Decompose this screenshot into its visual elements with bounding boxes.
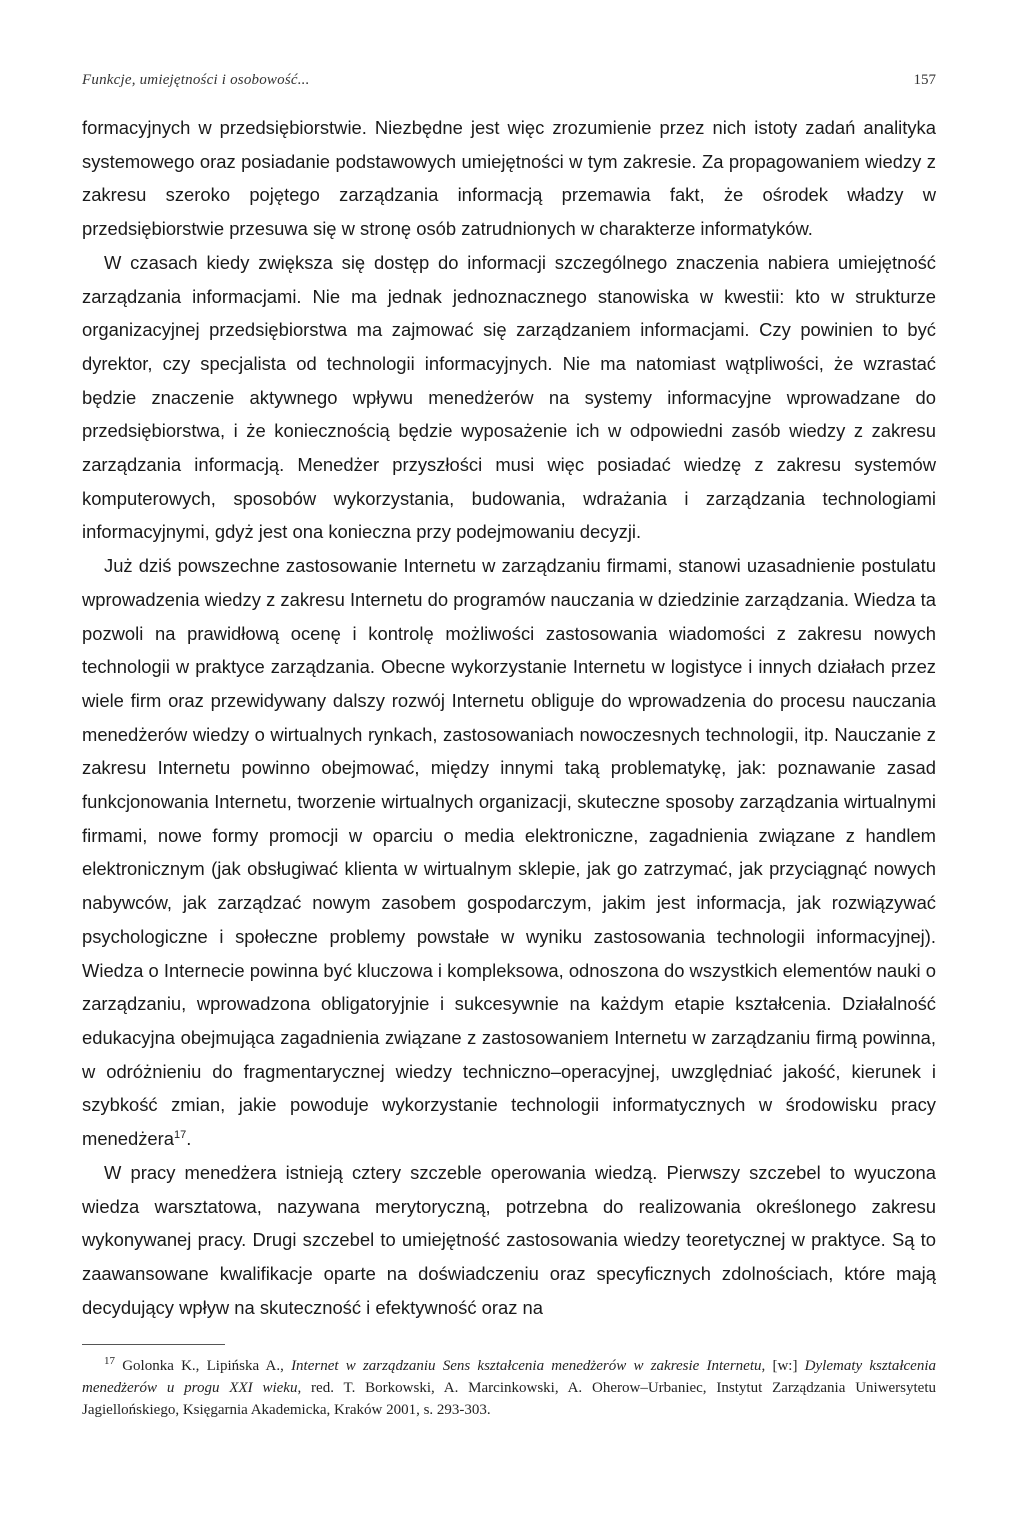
paragraph-3 bbox=[82, 549, 936, 1156]
paragraph-3-text: Już dziś powszechne zastosowanie Internetu w zarządzaniu firmami, stanowi uzasadnienie postulatu wprowadzenia wiedzy z zakresu Internetu do programów nauczania w dziedzinie zarządzania. Wiedza ta pozwoli na prawidłową ocenę i kontrolę możliwości zastosowania wiadomości z zakresu nowych technologii w praktyce zarządzania. Obecne wykorzystanie Internetu w logistyce i innych działach przez wiele firm oraz przewidywany dalszy rozwój Internetu obliguje do wprowadzenia do procesu nauczania menedżerów wiedzy o wirtualnych rynkach, zastosowaniach nowoczesnych technologii, itp. Nauczanie z zakresu Internetu powinno obejmować, między innymi taką problematykę, jak: poznawanie zasad funkcjonowania Internetu, tworzenie wirtualnych organizacji, skuteczne sposoby zarządzania wirtualnymi firmami, nowe formy promocji w oparciu o media elektroniczne, zagadnienia związane z handlem elektronicznym (jak obsługiwać klienta w wirtualnym sklepie, jak go zatrzymać, jak przyciągnąć nowych nabywców, jak zarządzać nowym zasobem gospodarczym, jakim jest informacja, jak rozwiązywać psychologiczne i społeczne problemy powstałe w wyniku zastosowania technologii informacyjnej). Wiedza o Internecie powinna być kluczowa i kompleksowa, odnoszona do wszystkich elementów nauki o zarządzaniu, wprowadzona obligatoryjnie i sukcesywnie na każdym etapie kształcenia. Działalność edukacyjna obejmująca zagadnienia związane z zastosowaniem Internetu w zarządzaniu firmą powinna, w odróżnieniu do fragmentarycznej wiedzy techniczno–operacyjnej, uwzględniać jakość, kierunek i szybkość zmian, jakie powoduje wykorzystanie technologii informatycznych w środowisku pracy menedżera bbox=[82, 555, 936, 1150]
footnote-title-1: Internet w zarządzaniu bbox=[291, 1358, 436, 1375]
footnote-17 bbox=[82, 1355, 936, 1421]
paragraph-1: formacyjnych w przedsiębiorstwie. Niezbędne jest więc zrozumienie przez nich istoty zadań analityka systemowego oraz posiadanie podstawowych umiejętności w tym zakresie. Za propagowaniem wiedzy z zakresu szeroko pojętego zarządzania informacją przemawia fakt, że ośrodek władzy w przedsiębiorstwie przesuwa się w stronę osób zatrudnionych w charakterze informatyków. bbox=[82, 117, 936, 240]
footnote-marker: 17 bbox=[104, 1355, 115, 1368]
footnote-divider bbox=[82, 1344, 225, 1345]
running-head bbox=[82, 72, 936, 89]
footnote-rest: , red. T. Borkowski, A. Marcinkowski, A. Oherow–Urbaniec, Instytut Zarządzania Uniwersytetu Jagiellońskiego, Księgarnia Akademicka, Kraków 2001, s. 293-303. bbox=[82, 1380, 937, 1419]
running-title: Funkcje, umiejętności i osobowość... bbox=[82, 72, 310, 88]
footnote-reference[interactable]: 17 bbox=[174, 1128, 187, 1141]
document-page bbox=[82, 72, 936, 1421]
footnote-sep bbox=[436, 1358, 443, 1374]
page-number: 157 bbox=[913, 72, 936, 88]
footnote-authors: Golonka K., Lipińska A., bbox=[115, 1358, 292, 1375]
footnote-book-title: Dylematy kształcenia menedżerów u progu XXI wieku bbox=[82, 1358, 937, 1397]
footnote-mid: , [w:] bbox=[761, 1358, 805, 1375]
footnote-title-2: Sens kształcenia menedżerów w zakresie Internetu bbox=[442, 1358, 762, 1375]
paragraph-2: W czasach kiedy zwiększa się dostęp do informacji szczególnego znaczenia nabiera umiejętność zarządzania informacjami. Nie ma jednak jednoznacznego stanowiska w kwestii: kto w strukturze organizacyjnej przedsiębiorstwa ma zajmować się zarządzaniem informacjami. Czy powinien to być dyrektor, czy specjalista od technologii informacyjnych. Nie ma natomiast wątpliwości, że wzrastać będzie znaczenie aktywnego wpływu menedżerów na systemy informacyjne wprowadzane do przedsiębiorstwa, i że koniecznością będzie wyposażenie ich w odpowiedni zasób wiedzy z zakresu zarządzania informacją. Menedżer przyszłości musi więc posiadać wiedzę z zakresu systemów komputerowych, sposobów wykorzystania, budowania, wdrażania i zarządzania technologiami informacyjnymi, gdyż jest ona konieczna przy podejmowaniu decyzji. bbox=[82, 251, 936, 543]
body-text bbox=[82, 111, 936, 1324]
paragraph-4: W pracy menedżera istnieją cztery szczeble operowania wiedzą. Pierwszy szczebel to wyuczona wiedza warsztatowa, nazywana merytoryczną, potrzebna do realizowania określonego zakresu wykonywanej pracy. Drugi szczebel to umiejętność zastosowania wiedzy teoretycznej w praktyce. Są to zaawansowane kwalifikacje oparte na doświadczeniu oraz specyficznych zdolnościach, które mają decydujący wpływ na skuteczność i efektywność oraz na bbox=[82, 1161, 936, 1318]
paragraph-3-end: . bbox=[186, 1128, 192, 1150]
